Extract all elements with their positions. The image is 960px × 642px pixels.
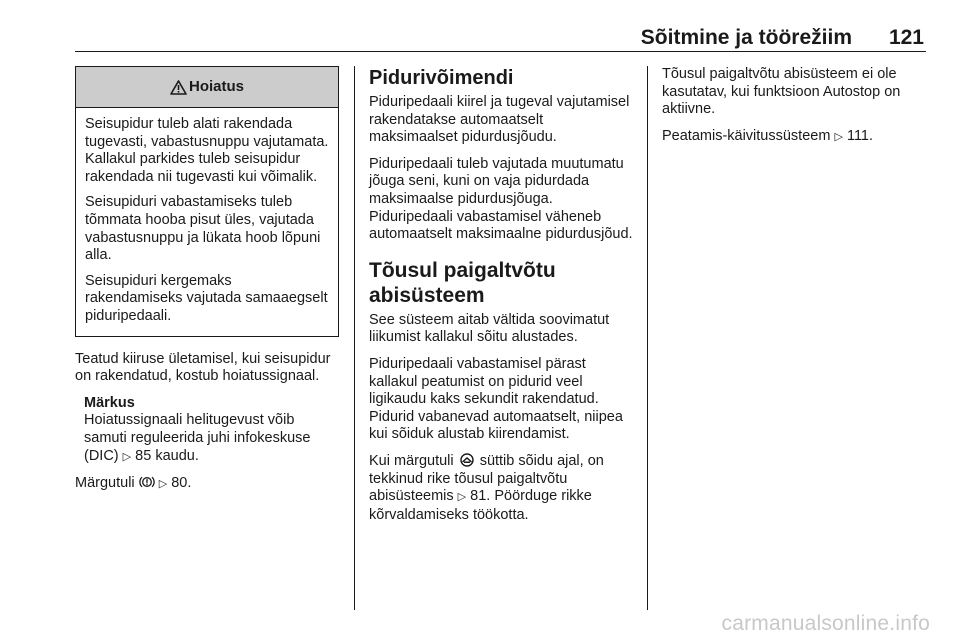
hill-start-assist-indicator-icon (458, 453, 476, 467)
indicator-paragraph (369, 453, 635, 524)
column-right (662, 66, 928, 155)
body-text: Peatamis-käivitussüsteem (662, 127, 831, 144)
indicator-paragraph (75, 475, 339, 494)
warning-body (76, 108, 338, 336)
parking-brake-indicator-icon (139, 475, 155, 489)
warning-paragraph: Seisupiduri kergemaks rakendamiseks vajutada samaaegselt piduripedaali. (85, 272, 328, 324)
page-reference-text[interactable]: 111. (846, 127, 874, 144)
warning-paragraph: Seisupiduri vabastamiseks tuleb tõmmata hooba pisut üles, vajutada vabastusnuppu ja lükata hoob lõpuni alla. (85, 194, 321, 264)
body-paragraph: Piduripedaali tuleb vajutada muutumatu jõuga seni, kuni on vaja pidurdada maksimaalse pidurdusjõuga. Piduripedaali vabastamisel väheneb automaatselt maksimaalne pidurdusjõud. (369, 155, 633, 243)
page-reference-arrow-icon: ▷ (158, 478, 168, 491)
page-reference-arrow-icon: ▷ (122, 450, 132, 463)
note-block (75, 395, 339, 466)
column-divider (354, 66, 355, 610)
body-paragraph (662, 128, 928, 147)
body-paragraph: Teatud kiiruse ületamisel, kui seisupidur on rakendatud, kostub hoiatussignaal. (75, 350, 331, 385)
section-heading: Tõusul paigaltvõtu abisüsteem (369, 258, 556, 307)
body-paragraph: Piduripedaali kiirel ja tugeval vajutamisel rakendatakse automaatselt maksimaalset pidurdusjõudu. (369, 94, 630, 146)
page-reference-text[interactable]: 81. Pöörduge rikke kõrvaldamiseks töökotta. (369, 488, 592, 523)
page-reference-arrow-icon: ▷ (834, 130, 843, 143)
column-middle (369, 66, 635, 533)
warning-paragraph: Seisupidur tuleb alati rakendada tugevasti, vabastusnuppu vajutamata. Kallakul parkides tuleb seisupidur rakendada nii tugevasti kui võimalik. (85, 116, 329, 185)
header-title: Sõitmine ja töörežiim (640, 26, 852, 49)
body-text: süttib sõidu ajal, on tekkinud rike tõusul paigaltvõtu abisüsteemis (369, 452, 604, 505)
page-reference-arrow-icon: ▷ (457, 491, 467, 504)
body-paragraph: See süsteem aitab vältida soovimatut liikumist kallakul sõitu alustades. (369, 311, 610, 346)
indicator-page-reference[interactable]: 80. (171, 475, 192, 492)
warning-header (76, 67, 338, 108)
body-paragraph: Piduripedaali vabastamisel pärast kallakul peatumist on pidurid veel ligikaudu kaks sekundit rakendatud. Pidurid vabanevad automaatselt, niipea kui sõiduk alustab kiirendamist. (369, 355, 623, 443)
note-text-body: Hoiatussignaali helitugevust võib samuti reguleerida juhi infokeskuse (DIC) (84, 412, 311, 464)
column-divider (647, 66, 648, 610)
note-page-reference[interactable]: 85 kaudu. (135, 447, 199, 464)
note-text (84, 412, 339, 466)
warning-triangle-icon (170, 80, 187, 95)
warning-title: Hoiatus (188, 78, 244, 96)
header-rule (75, 51, 926, 52)
body-text: Kui märgutuli (369, 452, 454, 469)
section-heading: Pidurivõimendi (369, 67, 514, 89)
body-paragraph: Tõusul paigaltvõtu abisüsteem ei ole kasutatav, kui funktsioon Autostop on aktiivne. (662, 66, 901, 118)
page-number: 121 (888, 26, 924, 49)
warning-box (75, 66, 339, 337)
column-left (75, 66, 339, 503)
indicator-label: Märgutuli (75, 475, 135, 492)
watermark: carmanualsonline.info (721, 612, 930, 635)
note-title: Märkus (84, 394, 135, 411)
